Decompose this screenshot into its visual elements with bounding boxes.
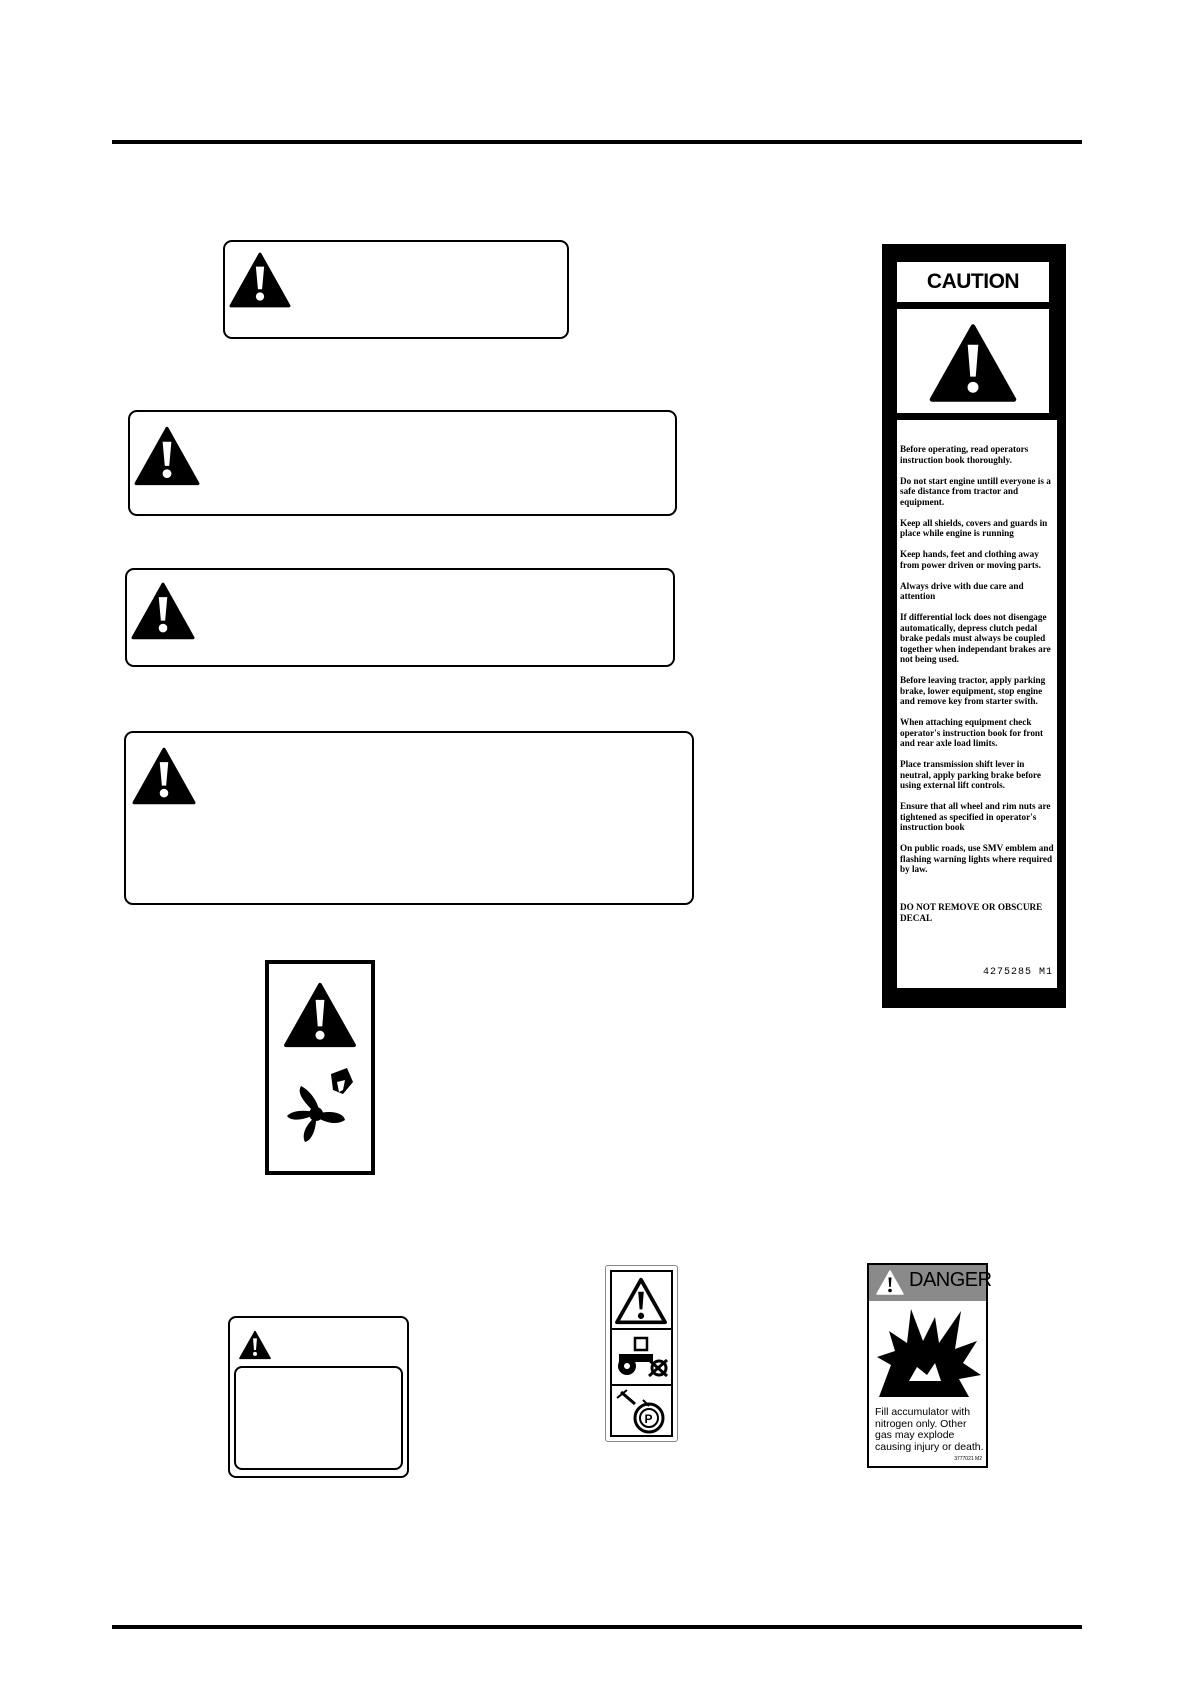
fan-decal bbox=[265, 960, 375, 1175]
warning-triangle-icon bbox=[875, 1269, 905, 1296]
svg-text:P: P bbox=[644, 1412, 653, 1426]
caution-instruction: Keep all shields, covers and guards in place while engine is running bbox=[900, 517, 1048, 538]
warning-triangle-icon bbox=[134, 426, 200, 486]
caution-instruction: If differential lock does not disengage automatically, depress clutch pedal brake pedals must always be coupled together when independant brakes are not being used. bbox=[900, 612, 1051, 664]
parking-brake-icon bbox=[613, 1386, 671, 1438]
caution-symbol bbox=[897, 309, 1049, 413]
warning-triangle-icon bbox=[229, 252, 291, 308]
caution-instruction-list bbox=[900, 444, 1056, 885]
caution-instruction: Place transmission shift lever in neutral, apply parking brake before using external lift controls. bbox=[900, 759, 1041, 790]
caution-instruction: Always drive with due care and attention bbox=[900, 580, 1024, 601]
warning-triangle-icon bbox=[131, 582, 195, 640]
danger-text: Fill accumulator with nitrogen only. Other gas may explode causing injury or death. bbox=[875, 1406, 984, 1453]
warning-triangle-icon bbox=[282, 981, 358, 1049]
caution-instruction: When attaching equipment check operator's instruction book for front and rear axle load limits. bbox=[900, 717, 1044, 748]
pictogram-divider bbox=[612, 1328, 671, 1330]
pictogram-panel bbox=[610, 1270, 673, 1437]
warning-decal-2 bbox=[128, 410, 677, 516]
warning-triangle-icon bbox=[613, 1276, 669, 1326]
small-warning-decal bbox=[228, 1316, 409, 1478]
bottom-rule bbox=[112, 1625, 1082, 1629]
warning-triangle-icon bbox=[927, 322, 1019, 404]
tractor-icon bbox=[613, 1332, 671, 1382]
danger-decal bbox=[867, 1263, 992, 1468]
warning-decal-3 bbox=[125, 568, 675, 667]
caution-instruction: Before leaving tractor, apply parking brake, lower equipment, stop engine and remove key from starter swith. bbox=[900, 675, 1046, 706]
danger-part-number: 3777021 M2 bbox=[954, 1456, 982, 1462]
explosion-icon bbox=[869, 1303, 986, 1403]
fan-blade-icon bbox=[281, 1064, 361, 1154]
caution-decal bbox=[882, 244, 1066, 1008]
warning-triangle-icon bbox=[238, 1330, 272, 1360]
caution-title: CAUTION bbox=[897, 262, 1049, 302]
caution-part-number: 4275285 M1 bbox=[982, 967, 1053, 978]
top-rule bbox=[112, 140, 1082, 144]
caution-warning: DO NOT REMOVE OR OBSCURE DECAL bbox=[900, 902, 1043, 923]
danger-title: DANGER bbox=[909, 1269, 992, 1291]
pictogram-decal bbox=[605, 1265, 678, 1442]
caution-instruction: Keep hands, feet and clothing away from power driven or moving parts. bbox=[900, 549, 1041, 570]
caution-body bbox=[897, 420, 1057, 988]
caution-instruction: Before operating, read operators instruction book thoroughly. bbox=[900, 444, 1029, 465]
caution-instruction: On public roads, use SMV emblem and flashing warning lights where required by law. bbox=[900, 843, 1054, 874]
caution-instruction: Ensure that all wheel and rim nuts are tightened as specified in operator's instruction book bbox=[900, 801, 1051, 832]
warning-triangle-icon bbox=[132, 747, 196, 805]
warning-decal-1 bbox=[223, 240, 569, 339]
warning-decal-4 bbox=[124, 731, 694, 905]
small-decal-panel bbox=[234, 1366, 403, 1470]
danger-header bbox=[869, 1265, 992, 1301]
caution-instruction: Do not start engine untill everyone is a safe distance from tractor and equipment. bbox=[900, 475, 1051, 507]
